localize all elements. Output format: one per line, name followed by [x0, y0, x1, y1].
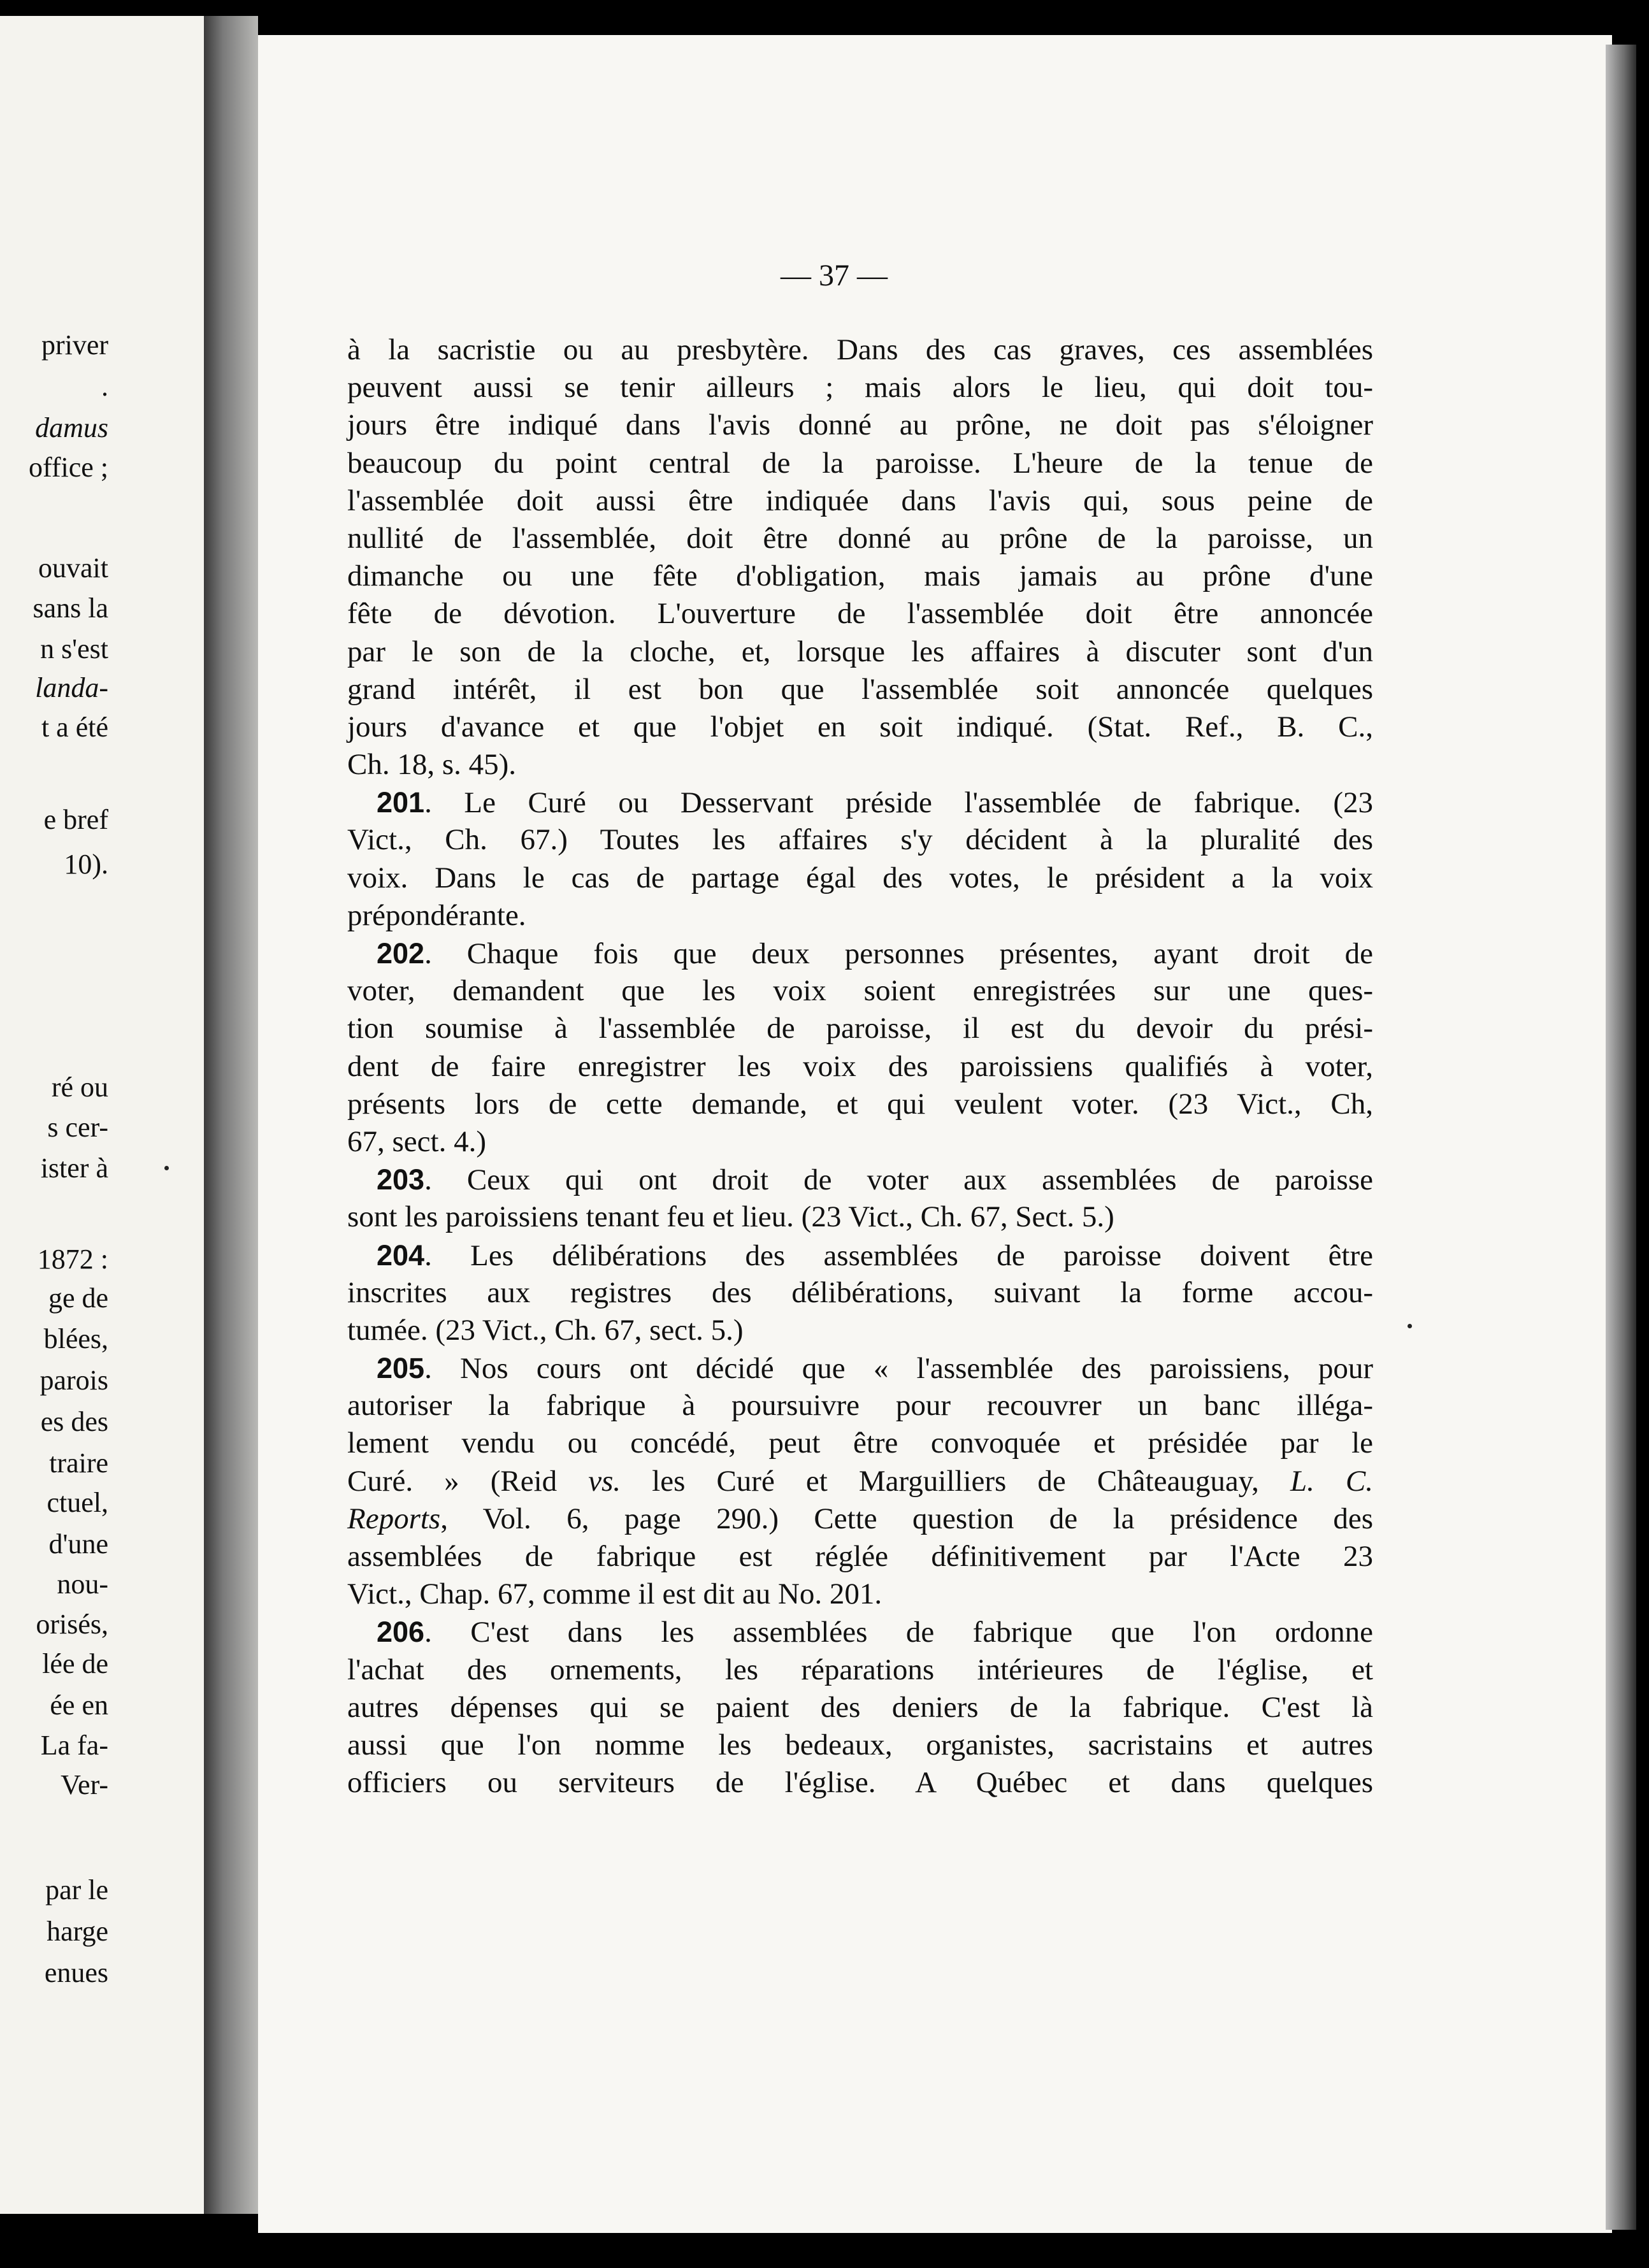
left-page-fragment: lée de [42, 1648, 108, 1679]
left-page-fragment: blées, [43, 1323, 108, 1354]
section-number: 205 [377, 1352, 425, 1385]
text-segment: beaucoup du point central de la paroisse. L'heure de la tenue de [347, 446, 1373, 480]
text-segment: l'achat des ornements, les réparations intérieures de l'église, et [347, 1653, 1373, 1686]
left-page-fragment: orisés, [36, 1609, 108, 1640]
text-line [347, 746, 1373, 784]
section-number: 206 [377, 1616, 425, 1649]
text-line [347, 1123, 1373, 1161]
text-segment: vs. [588, 1464, 621, 1498]
text-line [347, 935, 1373, 972]
left-page-fragment: damus [35, 412, 108, 443]
text-segment: lement vendu ou concédé, peut être convoquée et présidée par le [347, 1426, 1373, 1460]
text-segment: voix. Dans le cas de partage égal des votes, le président a la voix [347, 861, 1373, 894]
text-segment: Reports [347, 1502, 441, 1535]
speck-mark [1408, 1324, 1412, 1328]
body-text [347, 331, 1373, 1802]
section-number: 202 [377, 937, 425, 970]
text-segment: par le son de la cloche, et, lorsque les affaires à discuter sont d'un [347, 635, 1373, 668]
text-line [347, 821, 1373, 859]
text-line [347, 784, 1373, 821]
text-line [347, 1500, 1373, 1538]
left-page-fragment: La fa- [40, 1730, 108, 1761]
text-line [347, 1349, 1373, 1387]
text-segment: voter, demandent que les voix soient enregistrées sur une ques- [347, 974, 1373, 1008]
text-line [347, 1538, 1373, 1575]
text-line [347, 482, 1373, 520]
left-page-fragment: harge [47, 1916, 108, 1947]
left-page-fragment: ée en [50, 1690, 108, 1721]
text-segment: 67, sect. 4.) [347, 1124, 486, 1158]
left-page-fragment: ouvait [38, 552, 108, 584]
text-line [347, 1010, 1373, 1047]
text-segment: à la sacristie ou au presbytère. Dans des cas graves, ces assemblées [347, 333, 1373, 366]
text-line [347, 1048, 1373, 1086]
text-segment: Vict., Chap. 67, comme il est dit au No. 201. [347, 1577, 882, 1611]
text-segment: aussi que l'on nomme les bedeaux, organistes, sacristains et autres [347, 1728, 1373, 1762]
text-line [347, 557, 1373, 595]
text-line [347, 633, 1373, 671]
text-line [347, 1161, 1373, 1198]
text-segment: tion soumise à l'assemblée de paroisse, il est du devoir du prési- [347, 1012, 1373, 1045]
text-segment: autoriser la fabrique à poursuivre pour recouvrer un banc illéga- [347, 1389, 1373, 1423]
left-page-fragment: landa- [35, 672, 108, 703]
text-segment: jours d'avance et que l'objet en soit indiqué. (Stat. Ref., B. C., [347, 710, 1373, 743]
text-segment: . C'est dans les assemblées de fabrique que l'on ordonne [424, 1616, 1373, 1649]
left-page-fragment: n s'est [40, 633, 108, 664]
left-page-fragment: office ; [28, 452, 108, 483]
text-segment: . Nos cours ont décidé que « l'assemblée des paroissiens, pour [424, 1352, 1373, 1386]
text-line [347, 1312, 1373, 1349]
text-line [347, 1274, 1373, 1312]
section-number: 204 [377, 1238, 425, 1272]
text-line [347, 595, 1373, 633]
section-number: 203 [377, 1163, 425, 1196]
text-line [347, 1086, 1373, 1123]
text-segment: peuvent aussi se tenir ailleurs ; mais alors le lieu, qui doit tou- [347, 371, 1373, 405]
text-segment: assemblées de fabrique est réglée définitivement par l'Acte 23 [347, 1540, 1373, 1573]
text-segment: fête de dévotion. L'ouverture de l'assemblée doit être annoncée [347, 597, 1373, 631]
left-page-fragment: es des [40, 1406, 108, 1437]
left-page-fragment: ctuel, [47, 1487, 108, 1518]
text-segment: , Vol. 6, page 290.) Cette question de la présidence des [440, 1502, 1373, 1535]
text-segment: autres dépenses qui se paient des deniers de la fabrique. C'est là [347, 1690, 1373, 1724]
text-segment: présents lors de cette demande, et qui veulent voter. (23 Vict., Ch, [347, 1087, 1373, 1121]
left-page-fragment: e bref [43, 804, 108, 835]
text-line [347, 1198, 1373, 1236]
text-line [347, 1387, 1373, 1425]
text-line [347, 708, 1373, 746]
text-segment: officiers ou serviteurs de l'église. A Québec et dans quelques [347, 1766, 1373, 1800]
text-segment: . Les délibérations des assemblées de paroisse doivent être [424, 1238, 1373, 1272]
text-segment: grand intérêt, il est bon que l'assemblée soit annoncée quelques [347, 672, 1373, 706]
text-segment: dimanche ou une fête d'obligation, mais jamais au prône d'une [347, 559, 1373, 593]
page-number-text: — 37 — [781, 259, 888, 292]
text-line [347, 445, 1373, 482]
text-line [347, 520, 1373, 557]
left-page-fragment: nou- [57, 1568, 108, 1600]
left-page-fragment: parois [40, 1365, 108, 1396]
left-page-fragment: enues [44, 1957, 108, 1988]
speck-mark [164, 1166, 169, 1170]
page-edge [1606, 45, 1636, 2230]
left-page-fragment: par le [45, 1874, 108, 1906]
left-page [0, 16, 205, 2214]
book-gutter [204, 16, 258, 2214]
left-page-fragment: s cer- [47, 1112, 108, 1143]
text-segment: L. C. [1290, 1464, 1374, 1498]
text-segment: sont les paroissiens tenant feu et lieu. (23 Vict., Ch. 67, Sect. 5.) [347, 1200, 1114, 1234]
text-line [347, 897, 1373, 935]
text-segment: dent de faire enregistrer les voix des paroissiens qualifiés à voter, [347, 1049, 1373, 1083]
left-page-fragment: sans la [32, 592, 108, 624]
left-page-fragment: ge de [48, 1282, 108, 1314]
section-number: 201 [377, 786, 425, 819]
text-segment: . Chaque fois que deux personnes présentes, ayant droit de [424, 937, 1373, 970]
left-page-fragment: . [101, 371, 108, 402]
text-line [347, 671, 1373, 708]
text-line [347, 1726, 1373, 1764]
text-segment: Curé. » (Reid [347, 1464, 589, 1498]
text-line [347, 1613, 1373, 1651]
left-page-fragment: traire [49, 1447, 108, 1479]
left-page-fragment: priver [41, 329, 108, 361]
text-segment: jours être indiqué dans l'avis donné au prône, ne doit pas s'éloigner [347, 408, 1373, 442]
text-segment: nullité de l'assemblée, doit être donné au prône de la paroisse, un [347, 521, 1373, 555]
text-segment: les Curé et Marguilliers de Châteauguay, [621, 1464, 1290, 1498]
text-line [347, 331, 1373, 369]
text-line [347, 1463, 1373, 1500]
text-line [347, 859, 1373, 897]
text-segment: Vict., Ch. 67.) Toutes les affaires s'y décident à la pluralité des [347, 823, 1373, 857]
left-page-fragment: 10). [64, 849, 108, 880]
text-segment: l'assemblée doit aussi être indiquée dans l'avis qui, sous peine de [347, 484, 1373, 517]
text-segment: inscrites aux registres des délibérations, suivant la forme accou- [347, 1275, 1373, 1309]
left-page-fragment: ister à [40, 1152, 108, 1184]
text-line [347, 1651, 1373, 1689]
text-line [347, 1575, 1373, 1613]
text-line [347, 972, 1373, 1010]
text-segment: Ch. 18, s. 45). [347, 748, 517, 782]
text-line [347, 406, 1373, 444]
text-segment: tumée. (23 Vict., Ch. 67, sect. 5.) [347, 1313, 744, 1347]
text-segment: . Le Curé ou Desservant préside l'assemblée de fabrique. (23 [424, 786, 1373, 820]
text-line [347, 1237, 1373, 1274]
left-page-fragment: t a été [41, 712, 108, 743]
left-page-fragment: Ver- [61, 1769, 108, 1800]
text-line [347, 1689, 1373, 1726]
text-line [347, 1764, 1373, 1802]
text-segment: . Ceux qui ont droit de voter aux assemblées de paroisse [424, 1163, 1373, 1197]
left-page-fragment: 1872 : [37, 1244, 108, 1275]
left-page-fragment: ré ou [51, 1072, 108, 1103]
left-page-fragment: d'une [48, 1528, 108, 1560]
text-line [347, 1425, 1373, 1462]
text-line [347, 369, 1373, 406]
text-segment: prépondérante. [347, 898, 526, 932]
